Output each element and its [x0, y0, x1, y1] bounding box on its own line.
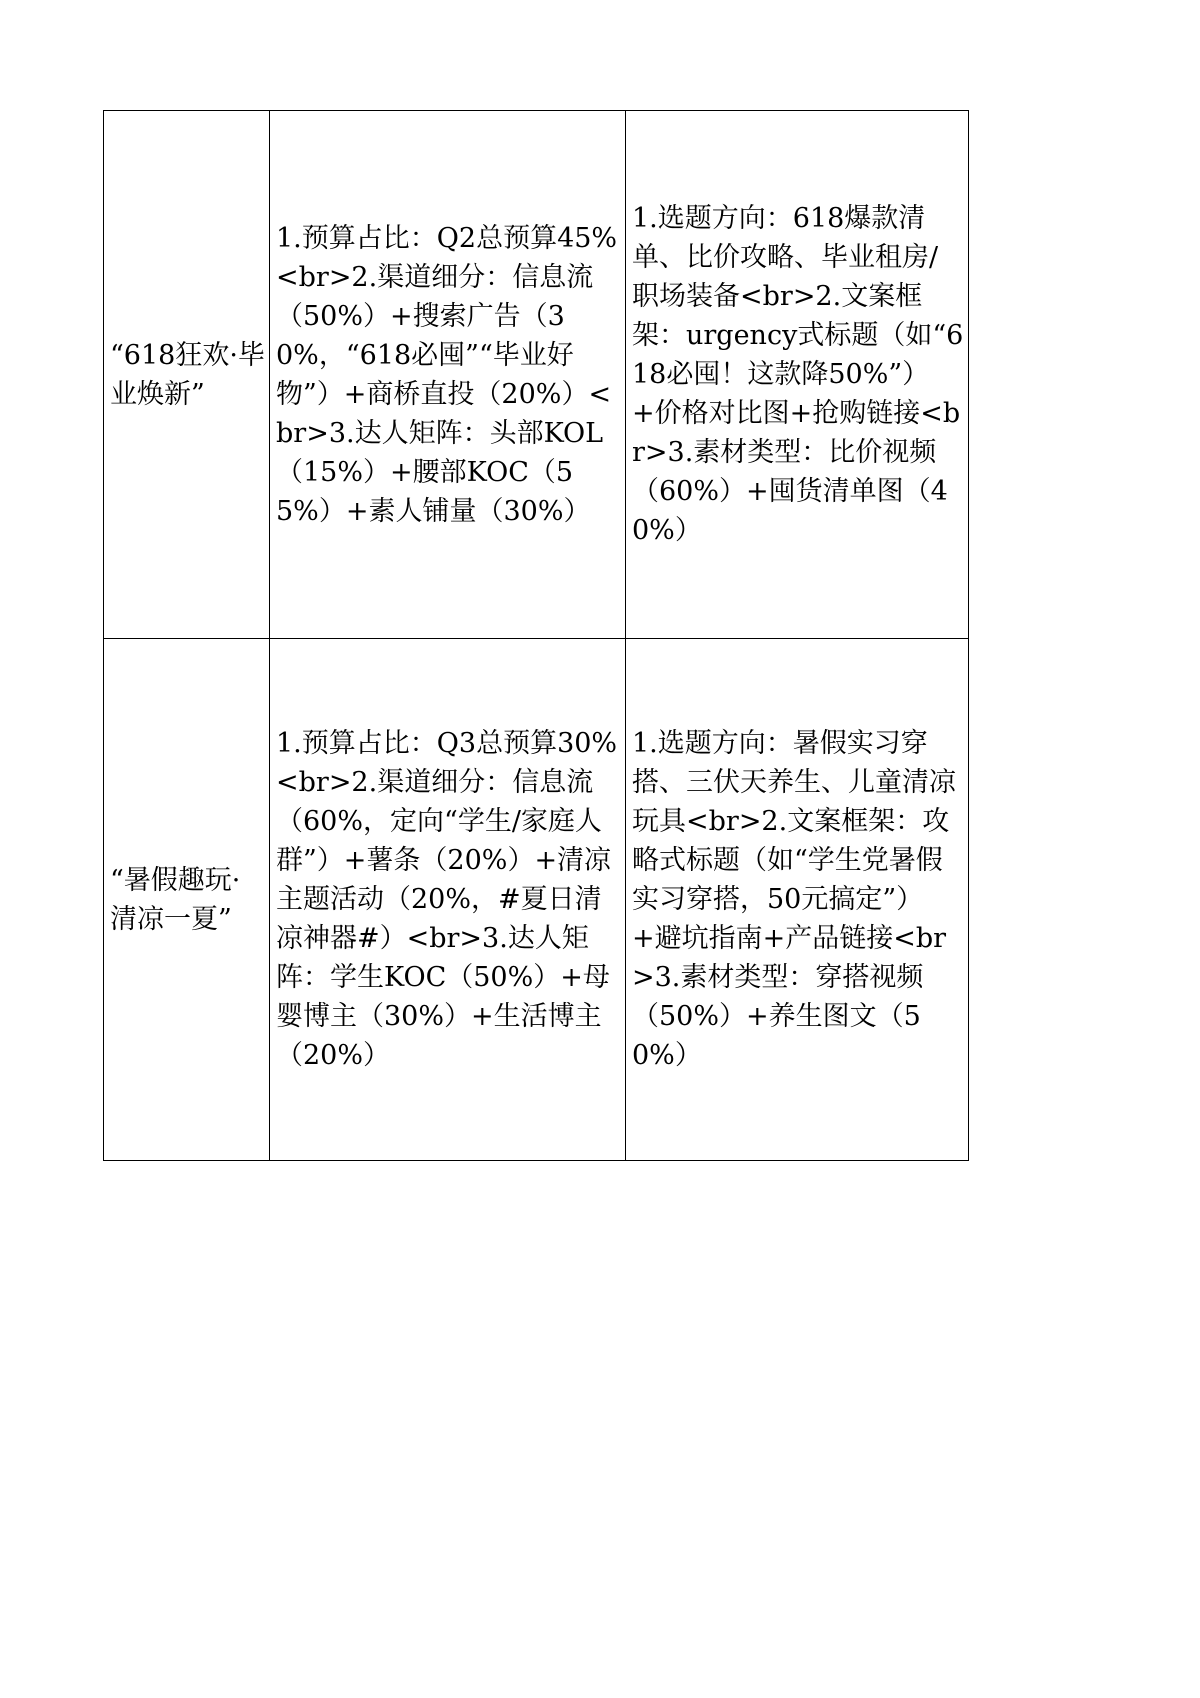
budget-channels-cell: 1.预算占比：Q2总预算45%<br>2.渠道细分：信息流（50%）+搜索广告（30%，“618必囤”“毕业好物”）+商桥直投（20%）<br>3.达人矩阵：头部KOL（15%）+腰部KOC（55%）+素人铺量（30%）: [270, 111, 626, 639]
campaign-theme-cell: “618狂欢·毕业焕新”: [104, 111, 270, 639]
content-strategy-cell: 1.选题方向：618爆款清单、比价攻略、毕业租房/职场装备<br>2.文案框架：urgency式标题（如“618必囤！这款降50%”）+价格对比图+抢购链接<br>3.素材类型：比价视频（60%）+囤货清单图（40%）: [626, 111, 969, 639]
content-strategy-cell: 1.选题方向：暑假实习穿搭、三伏天养生、儿童清凉玩具<br>2.文案框架：攻略式标题（如“学生党暑假实习穿搭，50元搞定”）+避坑指南+产品链接<br>3.素材类型：穿搭视频（50%）+养生图文（50%）: [626, 639, 969, 1161]
table-row: [104, 639, 969, 1161]
table-row: [104, 111, 969, 639]
campaign-plan-table: [103, 110, 969, 1161]
budget-channels-cell: 1.预算占比：Q3总预算30%<br>2.渠道细分：信息流（60%，定向“学生/家庭人群”）+薯条（20%）+清凉主题活动（20%，#夏日清凉神器#）<br>3.达人矩阵：学生KOC（50%）+母婴博主（30%）+生活博主（20%）: [270, 639, 626, 1161]
campaign-theme-cell: “暑假趣玩·清凉一夏”: [104, 639, 270, 1161]
